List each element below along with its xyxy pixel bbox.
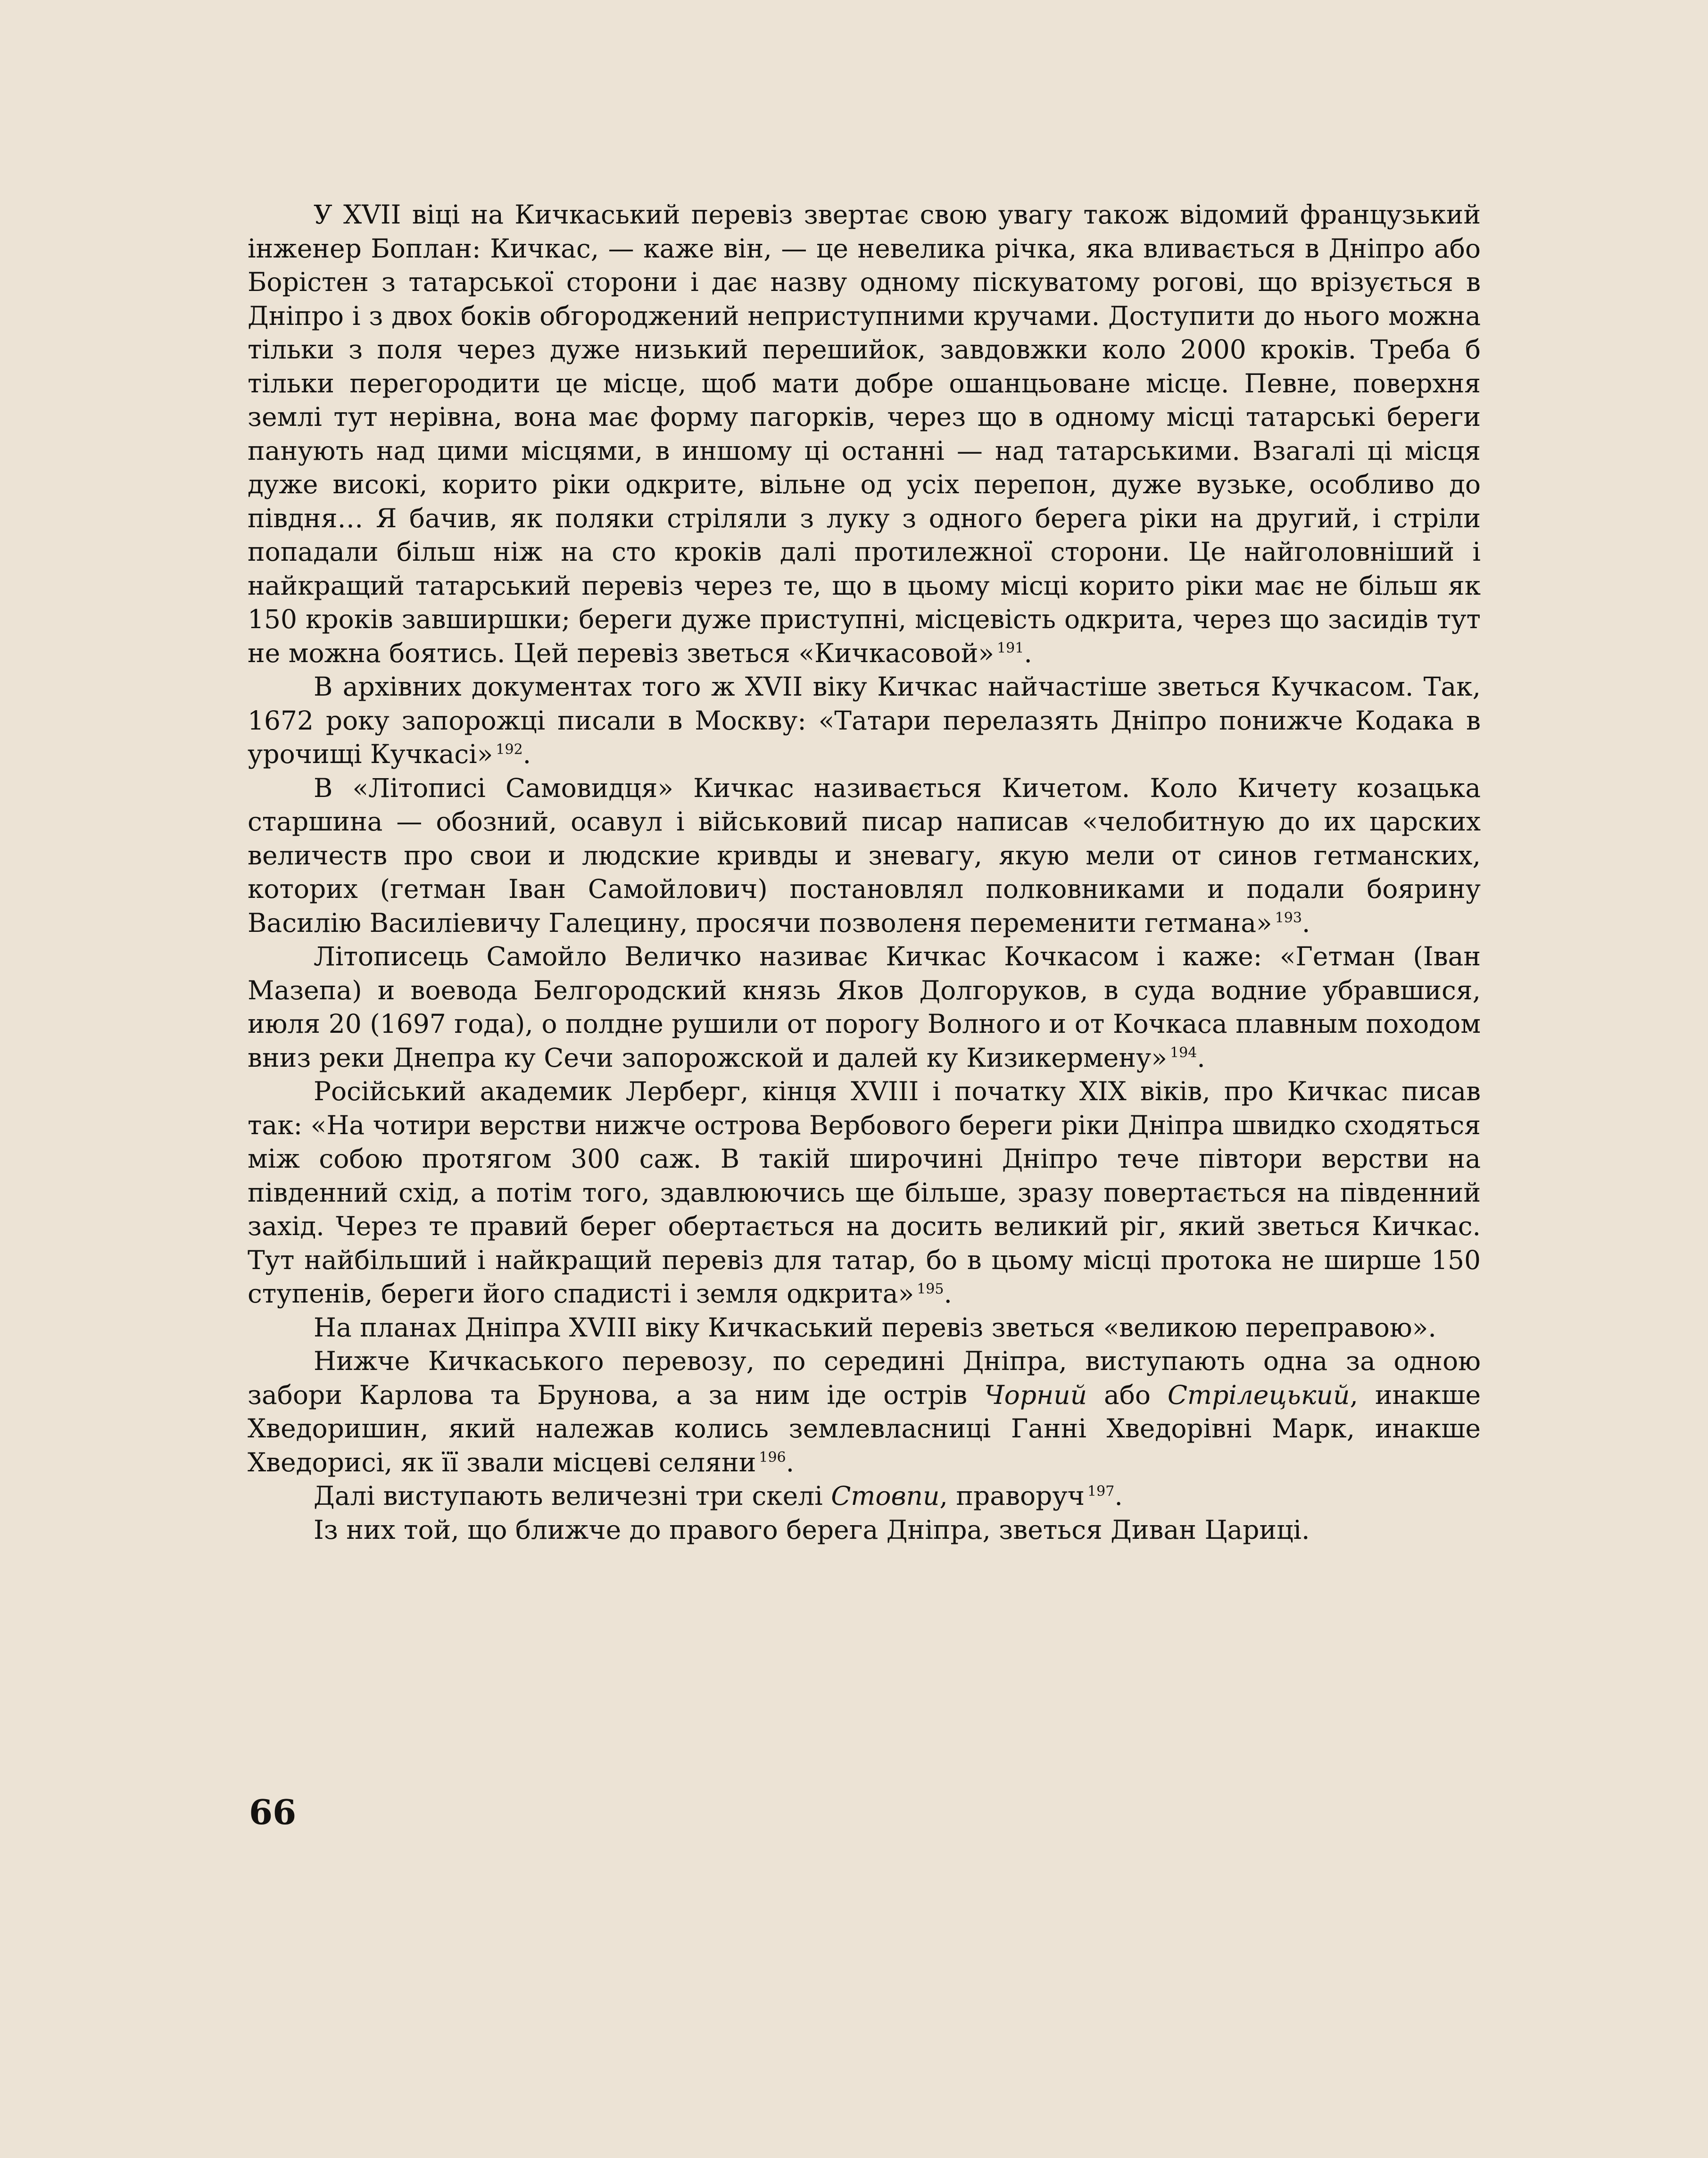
paragraph-text: В архівних документах того ж XVII віку Кичкас найчастіше зветься Кучкасом. Так, 1672 року запорожці писали в Москву: «Татари перелазять Дніпро понижче Кодака в урочищі Кучкасі» bbox=[248, 672, 1481, 769]
paragraph-ending: . bbox=[944, 1278, 952, 1309]
island-name-italic: Стрілецький bbox=[1167, 1379, 1350, 1410]
paragraph-ending: . bbox=[1302, 907, 1310, 938]
paragraph-ending: . bbox=[522, 739, 531, 769]
footnote-ref: 191 bbox=[997, 640, 1024, 657]
paragraph-text: В «Літописі Самовидця» Кичкас називається Кичетом. Коло Кичету козацька старшина — обозний, осавул і військовий писар написав «челобитную до их царских величеств про свои и людские кривды и зневагу, якую мели от синов гетманских, которих (гетман Іван Самойлович) постановлял полковниками и подали боярину Василію Василіевичу Галецину, просячи позволеня переменити гетмана» bbox=[248, 772, 1481, 938]
paragraph-text: На планах Дніпра XVIII віку Кичкаський перевіз зветься «великою переправою». bbox=[314, 1312, 1436, 1343]
paragraph-islands bbox=[248, 1345, 1481, 1479]
body-text bbox=[248, 198, 1481, 1547]
paragraph-plans bbox=[248, 1311, 1481, 1345]
paragraph-text: або bbox=[1087, 1379, 1168, 1410]
footnote-ref: 196 bbox=[759, 1449, 786, 1466]
paragraph-stovpy bbox=[248, 1479, 1481, 1513]
paragraph-text: Російський академик Лерберг, кінця XVIII і початку XIX віків, про Кичкас писав так: «На чотири верстви нижче острова Вербового береги ріки Дніпра швидко сходяться між собою протягом 300 саж. В такій широчині Дніпро тече півтори верстви на південний схід, а потім того, здавлюючись ще більше, зразу повертається на південний захід. Через те правий берег обертається на досить великий ріг, який зветься Кичкас. Тут найбільший і найкращий перевіз для татар, бо в цьому місці протока не ширше 150 ступенів, береги його спадисті і земля одкрита» bbox=[248, 1076, 1481, 1309]
page-number: 66 bbox=[249, 1792, 297, 1832]
paragraph-ending: . bbox=[1114, 1481, 1123, 1511]
paragraph-text: Нижче Кичкаського перевозу, по середині Дніпра, виступають одна за одною забори Карлова та Брунова, а за ним іде острів bbox=[248, 1346, 1481, 1410]
paragraph-velychko bbox=[248, 940, 1481, 1075]
paragraph-text: Літописець Самойло Величко називає Кичкас Кочкасом і каже: «Гетман (Іван Мазепа) и воевода Белгородский князь Яков Долгоруков, в суда водние убравшися, июля 20 (1697 года), о полдне рушили от порогу Волного и от Кочкаса плавным походом вниз реки Днепра ку Сечи запорожской и далей ку Кизикермену» bbox=[248, 941, 1481, 1073]
paragraph-ending: . bbox=[1197, 1042, 1205, 1073]
paragraph-lerberg bbox=[248, 1075, 1481, 1311]
paragraph-samovydets bbox=[248, 772, 1481, 940]
paragraph-text: Із них той, що ближче до правого берега Дніпра, зветься Диван Цариці. bbox=[314, 1514, 1310, 1545]
paragraph-ending: . bbox=[1024, 638, 1032, 668]
footnote-ref: 192 bbox=[496, 741, 523, 758]
paragraph-text: , инакше Хведоришин, який належав колись землевласниці Ганні Хведорівні Марк, инакше Хведорисі, як її звали місцеві селяни bbox=[248, 1379, 1481, 1477]
paragraph-boplan bbox=[248, 198, 1481, 670]
rock-name-italic: Стовпи bbox=[831, 1481, 940, 1511]
island-name-italic: Чорний bbox=[984, 1379, 1087, 1410]
paragraph-dyvan bbox=[248, 1513, 1481, 1547]
paragraph-text: , праворуч bbox=[939, 1481, 1085, 1511]
footnote-ref: 195 bbox=[917, 1280, 944, 1297]
paragraph-ending: . bbox=[786, 1447, 795, 1477]
paragraph-archives bbox=[248, 670, 1481, 772]
paragraph-text: Далі виступають величезні три скелі bbox=[314, 1481, 831, 1511]
paragraph-text: У XVII віці на Кичкаський перевіз звертає свою увагу також відомий французький інженер Боплан: Кичкас, — каже він, — це невелика річка, яка вливається в Дніпро або Борістен з татарської сторони і дає назву одному піскуватому рогові, що врізується в Дніпро і з двох боків обгороджений неприступними кручами. Доступити до нього можна тільки з поля через дуже низький перешийок, завдовжки коло 2000 кроків. Треба б тільки перегородити це місце, щоб мати добре ошанцьоване місце. Певне, поверхня землі тут нерівна, вона має форму пагорків, через що в одному місці татарські береги панують над цими місцями, в иншому ці останні — над татарськими. Взагалі ці місця дуже високі, корито ріки одкрите, вільне од усіх перепон, дуже вузьке, особливо до півдня… Я бачив, як поляки стріляли з луку з одного берега ріки на другий, і стріли попадали більш ніж на сто кроків далі протилежної сторони. Це найголовніший і найкращий татарський перевіз через те, що в цьому місці корито ріки має не більш як 150 кроків завширшки; береги дуже приступні, місцевість одкрита, через що засидів тут не можна боятись. Цей перевіз зветься «Кичкасовой» bbox=[248, 199, 1481, 668]
footnote-ref: 194 bbox=[1170, 1045, 1197, 1062]
footnote-ref: 193 bbox=[1275, 910, 1302, 927]
footnote-ref: 197 bbox=[1087, 1483, 1115, 1500]
